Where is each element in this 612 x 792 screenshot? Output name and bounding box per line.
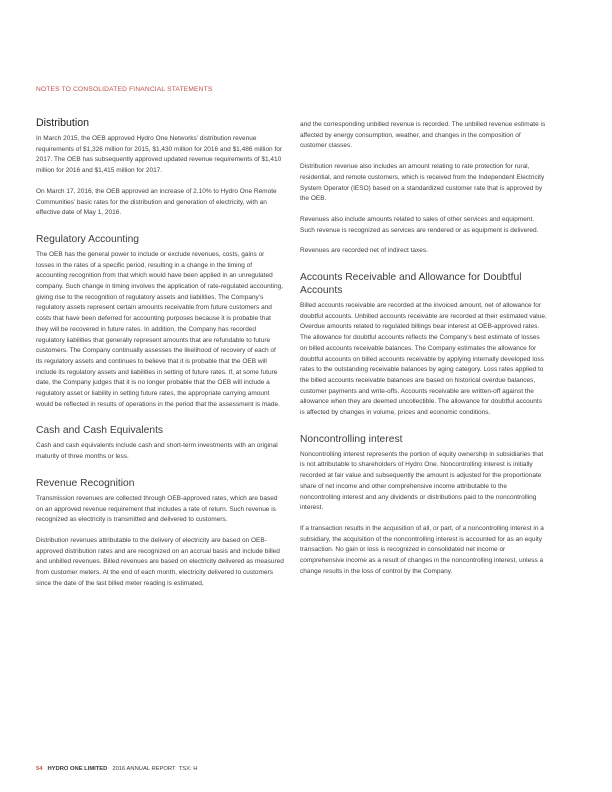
cash-paragraph: Cash and cash equivalents include cash and short-term investments with an original maturity of three months or less. (36, 442, 278, 461)
heading-noncontrolling-interest: Noncontrolling interest (300, 433, 403, 445)
ticker-symbol: TSX: H (178, 766, 198, 772)
heading-accounts-receivable: Accounts Receivable and Allowance for Doubtful Accounts (300, 272, 522, 297)
revenue-continued-paragraph-3: Revenues also include amounts related to sales of other services and equipment. Such revenue is recognized as services are rendered or as equipment is delivered. (300, 215, 539, 234)
revenue-paragraph-2: Distribution revenues attributable to the delivery of electricity are based on OEB-approved distribution rates and are recognized on an accrual basis and include billed and unbilled revenues. Billed revenues are based on electricity delivered as measured from customer meters. At the end of each month, electricity delivered to customers since the date of the last billed meter reading is estimated, (36, 536, 284, 587)
revenue-continued-paragraph-1: and the corresponding unbilled revenue is recorded. The unbilled revenue estimate is affected by energy consumption, weather, and changes in the composition of customer classes. (300, 121, 546, 150)
page-footer (36, 766, 197, 772)
company-name: HYDRO ONE LIMITED (47, 766, 108, 772)
page-number: 54 (36, 766, 43, 772)
noncontrolling-paragraph-1: Noncontrolling interest represents the portion of equity ownership in subsidiaries that is not attributable to shareholders of Hydro One. Noncontrolling interest is initially recorded at fair value and subsequently the amount is adjusted for the proportionate share of net income and other comprehensive income attributable to the noncontrolling interest and any dividends or distributions paid to the noncontrolling interest. (300, 450, 544, 512)
distribution-paragraph-2: On March 17, 2016, the OEB approved an increase of 2.10% to Hydro One Remote Communities’ basic rates for the distribution and generation of electricity, with an effective date of May 1, 2016. (36, 187, 277, 217)
right-column (300, 120, 548, 588)
heading-distribution: Distribution (36, 117, 89, 129)
noncontrolling-paragraph-2: If a transaction results in the acquisition of all, or part, of a noncontrolling interest in a subsidiary, the acquisition of the noncontrolling interest is accounted for as an equity transaction. No gain or loss is recognized in consolidated net income or comprehensive income as a result of changes in the noncontrolling interest, unless a change results in the loss of control by the Company. (300, 524, 544, 575)
revenue-continued-paragraph-2: Distribution revenue also includes an amount relating to rate protection for rural, residential, and remote customers, which is received from the Independent Electricity System Operator (IESO) based on a standardized customer rate that is approved by the OEB. (300, 163, 545, 203)
revenue-continued-paragraph-4: Revenues are recorded net of indirect taxes. (300, 247, 428, 255)
regulatory-paragraph: The OEB has the general power to include or exclude revenues, costs, gains or losses in the rates of a specific period, resulting in a change in the timing of accounting recognition from that which would have been applied in an unregulated company. Such change in timing involves the application of rate-regulated accounting, giving rise to the recognition of regulatory assets and liabilities. The Company’s regulatory assets represent certain amounts receivable from future customers and costs that have been deferred for accounting purposes because it is probable that they will be recovered in future rates. In addition, the Company has recorded regulatory liabilities that generally represent amounts that are refundable to future customers. The Company continually assesses the likelihood of recovery of each of its regulatory assets and continues to believe that it is probable that the OEB will include its regulatory assets and liabilities in setting of future rates. If, at some future date, the Company judges that it is no longer probable that the OEB will include a regulatory asset or liability in setting future rates, the appropriate carrying amount would be reflected in results of operations in the period that the assessment is made. (36, 250, 284, 408)
heading-regulatory-accounting: Regulatory Accounting (36, 233, 140, 245)
distribution-paragraph-1: In March 2015, the OEB approved Hydro One Networks’ distribution revenue requirements of $1,326 million for 2015, $1,430 million for 2016 and $1,486 million for 2017. The OEB has subsequently approved updated revenue requirements of $1,410 million for 2016 and $1,415 million for 2017. (36, 135, 283, 175)
receivable-paragraph: Billed accounts receivable are recorded at the invoiced amount, net of allowance for doubtful accounts. Unbilled accounts receivable are recorded at their estimated value. Overdue amounts related to regulated billings bear interest at OEB-approved rates. The allowance for doubtful accounts reflects the Company’s best estimate of losses on billed accounts receivable balances. The Company estimates the allowance for doubtful accounts on billed accounts receivable by applying internally developed loss rates to the outstanding receivable balances by aging category. Loss rates applied to the billed accounts receivable balances are based on historical overdue balances, customer payments and write-offs. Accounts receivable are written-off against the allowance when they are deemed uncollectible. The allowance for doubtful accounts is affected by changes in volume, prices and economic conditions. (300, 302, 547, 417)
section-header: NOTES TO CONSOLIDATED FINANCIAL STATEMENTS (36, 86, 213, 93)
left-column (36, 117, 284, 600)
heading-cash-equivalents: Cash and Cash Equivalents (36, 425, 164, 437)
heading-revenue-recognition: Revenue Recognition (36, 477, 135, 489)
report-title: 2016 ANNUAL REPORT (112, 766, 176, 772)
revenue-paragraph-1: Transmission revenues are collected through OEB-approved rates, which are based on an approved revenue requirement that includes a rate of return. Such revenue is recognized as electricity is transmitted and delivered to customers. (36, 494, 278, 524)
